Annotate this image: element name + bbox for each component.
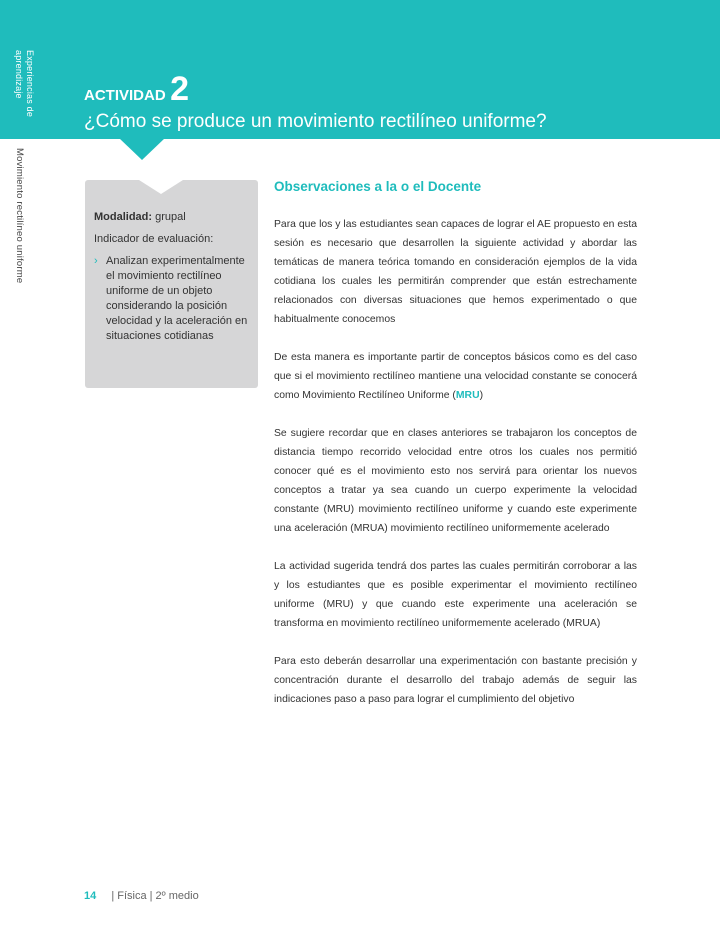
section-heading: Observaciones a la o el Docente xyxy=(274,179,482,194)
footer-subject: | Física | 2º medio xyxy=(111,890,199,902)
paragraph-2 xyxy=(274,348,637,405)
paragraph-4: La actividad sugerida tendrá dos partes las cuales permitirán corroborar a las y los estudiantes que es posible experimentar el movimiento rectilíneo uniforme (MRU) y que cuando este experimente una aceleración se transforma en movimiento rectilíneo uniformemente acelerado (MRUA) xyxy=(274,561,637,629)
modalidad xyxy=(94,210,254,225)
topic-label: Movimiento rectilíneo uniforme xyxy=(14,148,25,284)
indicador-label: Indicador de evaluación: xyxy=(94,233,214,245)
header-notch xyxy=(119,138,165,160)
indicador-item xyxy=(94,254,254,344)
main-content xyxy=(274,178,637,728)
section-label: Experiencias de aprendizaje xyxy=(14,50,35,118)
mru-abbr: MRU xyxy=(455,390,480,401)
paragraph-2-end: ) xyxy=(479,390,484,401)
activity-label: ACTIVIDAD xyxy=(84,87,166,104)
paragraph-5: Para esto deberán desarrollar una experimentación con bastante precisión y concentración durante el desarrollo del trabajo además de seguir las indicaciones paso a paso para lograr el cumplimiento del objetivo xyxy=(274,656,637,705)
info-box xyxy=(85,180,258,388)
indicador-text: Analizan experimentalmente el movimiento rectilíneo uniforme de un objeto considerando la posición velocidad y la aceleración en situaciones cotidianas xyxy=(106,255,248,342)
modalidad-label: Modalidad: xyxy=(94,211,153,223)
footer xyxy=(84,889,199,903)
paragraph-1: Para que los y las estudiantes sean capaces de lograr el AE propuesto en esta sesión es necesario que desarrollen la siguiente actividad y abordar las temáticas de manera teórica tomando en consideración ejemplos de la vida cotidiana los cuales les permitirán comprender que están estrechamente relacionados con diversas situaciones que hemos experimentado o que habitualmente conocemos xyxy=(274,219,637,325)
paragraph-2-text: De esta manera es importante partir de conceptos básicos como es del caso que si el movimiento rectilíneo mantiene una velocidad constante se conocerá como Movimiento Rectilíneo Uniforme ( xyxy=(274,352,637,401)
activity-heading xyxy=(84,70,189,108)
activity-number: 2 xyxy=(170,70,190,108)
page-number: 14 xyxy=(84,890,97,902)
modalidad-value: grupal xyxy=(155,211,186,223)
paragraph-3: Se sugiere recordar que en clases anteriores se trabajaron los conceptos de distancia tiempo recorrido velocidad entre otros los cuales nos permitió conocer qué es el movimiento esto nos servirá para orientar los nuevos conceptos a tratar ya sea cuando un cuerpo experimente la velocidad constante (MRU) movimiento rectilíneo uniforme y cuando este experimente una aceleración (MRUA) movimiento rectilíneo uniformemente acelerado xyxy=(274,428,637,534)
box-notch xyxy=(139,180,183,194)
bullet-icon: › xyxy=(94,255,98,267)
page-title: ¿Cómo se produce un movimiento rectilíneo uniforme? xyxy=(84,111,547,132)
